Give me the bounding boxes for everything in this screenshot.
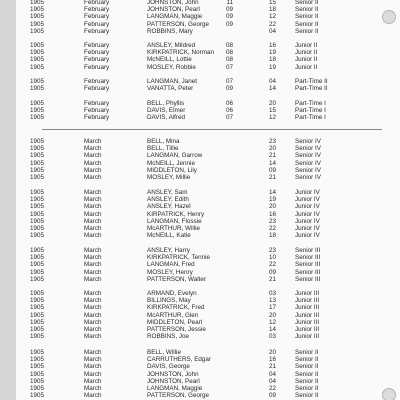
- cell-year: 1905: [30, 297, 45, 305]
- cell-grade: Senior IV: [295, 174, 321, 181]
- cell-grade: Junior II: [295, 42, 318, 49]
- cell-grade: Senior II: [295, 392, 319, 400]
- cell-name: BELL, Willie: [147, 349, 181, 356]
- cell-b: 21: [268, 174, 276, 181]
- cell-month: March: [84, 385, 102, 392]
- cell-month: March: [84, 392, 102, 400]
- cell-year: 1905: [30, 174, 45, 181]
- cell-name: PATTERSON, George: [147, 392, 210, 400]
- cell-b: 04: [268, 370, 276, 378]
- cell-year: 1905: [30, 152, 45, 160]
- cell-month: March: [84, 370, 102, 378]
- cell-name: ROBBINS, Mary: [147, 27, 193, 35]
- cell-grade: Senior III: [295, 268, 321, 276]
- cell-year: 1905: [30, 78, 45, 85]
- cell-grade: Junior IV: [295, 225, 320, 232]
- cell-month: February: [84, 85, 110, 93]
- cell-b: 04: [268, 27, 276, 35]
- cell-year: 1905: [30, 100, 45, 107]
- cell-month: March: [84, 210, 102, 218]
- table-row: [16, 100, 400, 107]
- cell-year: 1905: [30, 210, 45, 218]
- cell-month: March: [84, 247, 102, 254]
- cell-name: MIDDLETON, Lily: [147, 166, 197, 174]
- cell-name: KIRKPATRICK, Norman: [147, 49, 214, 57]
- cell-month: March: [84, 290, 102, 297]
- cell-year: 1905: [30, 6, 45, 14]
- cell-a: 07: [225, 63, 233, 71]
- cell-year: 1905: [30, 159, 45, 167]
- cell-b: 15: [268, 0, 276, 6]
- cell-grade: Part-Time II: [295, 85, 328, 93]
- cell-name: LANGMAN, Garrow: [147, 152, 203, 160]
- cell-a: 11: [226, 0, 233, 6]
- cell-name: KIRKPATRICK, Fred: [147, 304, 205, 312]
- cell-b: 18: [268, 56, 276, 64]
- cell-b: 20: [268, 100, 276, 107]
- cell-year: 1905: [30, 203, 45, 211]
- cell-month: February: [84, 42, 110, 49]
- cell-grade: Part-Time I: [295, 114, 326, 122]
- cell-month: February: [84, 107, 110, 115]
- table-row: [16, 276, 400, 283]
- cell-grade: Junior IV: [295, 210, 320, 218]
- cell-month: March: [84, 217, 102, 225]
- cell-b: 04: [268, 377, 276, 385]
- cell-grade: Senior IV: [295, 152, 321, 160]
- cell-b: 09: [268, 166, 276, 174]
- table-row: [16, 211, 400, 218]
- cell-b: 12: [268, 13, 276, 21]
- cell-name: LANGMAN, Maggie: [147, 385, 203, 392]
- cell-grade: Junior III: [295, 304, 320, 312]
- cell-month: March: [84, 318, 102, 326]
- cell-b: 20: [268, 145, 276, 153]
- cell-name: KIRPATRICK, Henry: [147, 210, 205, 218]
- cell-b: 12: [268, 318, 276, 326]
- cell-b: 18: [268, 232, 276, 240]
- cell-name: PATTERSON, Walter: [147, 275, 207, 283]
- cell-b: 22: [268, 225, 276, 232]
- table-row: [16, 203, 400, 210]
- cell-month: March: [84, 138, 102, 145]
- cell-grade: Junior II: [295, 49, 318, 57]
- cell-name: LANGMAN, Flossie: [147, 217, 202, 225]
- cell-grade: Senior II: [295, 356, 319, 364]
- cell-grade: Senior IV: [295, 166, 321, 174]
- table-row: [16, 49, 400, 56]
- table-row: [16, 225, 400, 232]
- cell-name: MOSLEY, Millie: [147, 174, 191, 181]
- table-row: [16, 167, 400, 174]
- cell-grade: Junior III: [295, 333, 320, 341]
- cell-month: February: [84, 49, 110, 57]
- table-row: [16, 254, 400, 261]
- table-row: [16, 371, 400, 378]
- cell-grade: Part-Time I: [295, 100, 326, 107]
- table-row: [16, 319, 400, 326]
- cell-month: March: [84, 304, 102, 312]
- cell-month: March: [84, 297, 102, 305]
- table-row: [16, 107, 400, 114]
- cell-b: 23: [268, 138, 276, 145]
- table-row: [16, 349, 400, 356]
- cell-month: March: [84, 326, 102, 333]
- table-row: [16, 114, 400, 121]
- cell-name: BILLINGS, May: [147, 297, 191, 305]
- table-row: [16, 290, 400, 297]
- cell-month: March: [84, 275, 102, 283]
- cell-name: McNEILL, Lottie: [147, 56, 192, 64]
- cell-b: 13: [268, 297, 276, 305]
- cell-name: ANSLEY, Edith: [147, 196, 189, 204]
- table-row: [16, 13, 400, 20]
- cell-b: 04: [268, 78, 276, 85]
- cell-name: McNEILL, Katie: [147, 232, 191, 240]
- cell-name: DAVIS, Elmer: [147, 107, 186, 115]
- cell-a: 08: [225, 49, 233, 57]
- cell-grade: Junior IV: [295, 217, 320, 225]
- cell-month: February: [84, 63, 110, 71]
- cell-grade: Part-Time I: [295, 107, 326, 115]
- cell-grade: Junior III: [295, 311, 320, 319]
- cell-year: 1905: [30, 363, 45, 371]
- cell-year: 1905: [30, 261, 45, 269]
- cell-grade: Senior II: [295, 377, 319, 385]
- cell-name: ANSLEY, Harry: [147, 247, 190, 254]
- cell-b: 20: [268, 203, 276, 211]
- cell-grade: Junior II: [295, 56, 318, 64]
- table-row: [16, 333, 400, 340]
- cell-a: 09: [225, 13, 233, 21]
- cell-name: BELL, Tillie: [147, 145, 179, 153]
- table-row: [16, 326, 400, 333]
- cell-month: February: [84, 6, 110, 14]
- cell-grade: Junior IV: [295, 232, 320, 240]
- cell-year: 1905: [30, 254, 45, 262]
- cell-name: BELL, Phyllis: [147, 100, 185, 107]
- cell-month: February: [84, 100, 110, 107]
- cell-grade: Senior III: [295, 261, 321, 269]
- cell-year: 1905: [30, 290, 45, 297]
- cell-name: DAVIS, Alfred: [147, 114, 186, 122]
- cell-grade: Senior III: [295, 247, 321, 254]
- cell-year: 1905: [30, 63, 45, 71]
- cell-month: February: [84, 56, 110, 64]
- cell-month: March: [84, 356, 102, 364]
- cell-year: 1905: [30, 196, 45, 204]
- cell-name: PATTERSON, George: [147, 20, 210, 28]
- cell-name: DAVIS, George: [147, 363, 190, 371]
- cell-month: March: [84, 166, 102, 174]
- cell-grade: Senior II: [295, 0, 319, 6]
- cell-name: McNEILL, Jennie: [147, 159, 195, 167]
- cell-name: PATTERSON, Jessie: [147, 326, 206, 333]
- cell-a: 09: [225, 6, 233, 14]
- cell-month: February: [84, 78, 110, 85]
- cell-b: 14: [268, 326, 276, 333]
- cell-name: JOHNSTON, John: [147, 0, 199, 6]
- cell-name: MOSLEY, Robbie: [147, 63, 196, 71]
- cell-year: 1905: [30, 107, 45, 115]
- cell-month: March: [84, 363, 102, 371]
- cell-grade: Senior II: [295, 349, 319, 356]
- cell-year: 1905: [30, 247, 45, 254]
- cell-month: March: [84, 232, 102, 240]
- cell-month: March: [84, 311, 102, 319]
- cell-b: 21: [268, 275, 276, 283]
- cell-name: KIRKPATRICK, Tennie: [147, 254, 210, 262]
- cell-b: 22: [268, 261, 276, 269]
- cell-month: February: [84, 13, 110, 21]
- cell-year: 1905: [30, 304, 45, 312]
- cell-b: 21: [268, 363, 276, 371]
- cell-grade: Senior II: [295, 370, 319, 378]
- table-row: [16, 160, 400, 167]
- cell-name: VANATTA, Peter: [147, 85, 194, 93]
- cell-month: March: [84, 152, 102, 160]
- cell-month: February: [84, 0, 110, 6]
- cell-year: 1905: [30, 268, 45, 276]
- table-row: [16, 356, 400, 363]
- cell-a: 06: [225, 107, 233, 115]
- cell-year: 1905: [30, 49, 45, 57]
- table-row: [16, 378, 400, 385]
- cell-year: 1905: [30, 166, 45, 174]
- cell-name: LANGMAN, Fred: [147, 261, 195, 269]
- cell-b: 15: [268, 107, 276, 115]
- table-row: [16, 174, 400, 181]
- cell-grade: Senior IV: [295, 145, 321, 153]
- cell-month: March: [84, 196, 102, 204]
- table-row: [16, 392, 400, 399]
- cell-name: MOSLEY, Henry: [147, 268, 193, 276]
- cell-year: 1905: [30, 0, 45, 6]
- cell-grade: Junior IV: [295, 196, 320, 204]
- cell-name: LANGMAN, Janet: [147, 78, 198, 85]
- table-row: [16, 78, 400, 85]
- cell-name: ANSLEY, Mildred: [147, 42, 196, 49]
- cell-b: 20: [268, 349, 276, 356]
- cell-b: 03: [268, 290, 276, 297]
- cell-b: 14: [268, 85, 276, 93]
- cell-month: March: [84, 159, 102, 167]
- cell-b: 09: [268, 268, 276, 276]
- cell-grade: Junior III: [295, 318, 320, 326]
- cell-year: 1905: [30, 114, 45, 122]
- cell-grade: Senior II: [295, 13, 319, 21]
- cell-name: ANSLEY, Sam: [147, 189, 188, 196]
- cell-year: 1905: [30, 333, 45, 341]
- table-row: [16, 232, 400, 239]
- cell-year: 1905: [30, 56, 45, 64]
- cell-grade: Senior III: [295, 275, 321, 283]
- cell-name: ARMAND, Evelyn: [147, 290, 197, 297]
- cell-year: 1905: [30, 145, 45, 153]
- cell-b: 19: [268, 63, 276, 71]
- cell-b: 22: [268, 20, 276, 28]
- cell-name: CARRUTHERS, Edgar: [147, 356, 212, 364]
- cell-grade: Senior II: [295, 363, 319, 371]
- cell-month: March: [84, 145, 102, 153]
- table-row: [16, 218, 400, 225]
- cell-month: March: [84, 268, 102, 276]
- cell-year: 1905: [30, 42, 45, 49]
- cell-b: 03: [268, 333, 276, 341]
- cell-month: March: [84, 333, 102, 341]
- cell-a: 06: [225, 100, 233, 107]
- cell-grade: Junior IV: [295, 203, 320, 211]
- table-row: [16, 363, 400, 370]
- table-row: [16, 152, 400, 159]
- cell-year: 1905: [30, 232, 45, 240]
- cell-b: 16: [268, 210, 276, 218]
- cell-year: 1905: [30, 377, 45, 385]
- cell-b: 10: [268, 254, 276, 262]
- table-row: [16, 138, 400, 145]
- cell-name: ANSLEY, Hazel: [147, 203, 191, 211]
- table-row: [16, 0, 400, 6]
- cell-year: 1905: [30, 13, 45, 21]
- cell-a: 08: [225, 56, 233, 64]
- cell-month: March: [84, 349, 102, 356]
- cell-name: JOHNSTON, Pearl: [147, 377, 200, 385]
- cell-year: 1905: [30, 385, 45, 392]
- table-row: [16, 385, 400, 392]
- cell-b: 20: [268, 311, 276, 319]
- cell-year: 1905: [30, 275, 45, 283]
- cell-grade: Senior II: [295, 20, 319, 28]
- table-row: [16, 64, 400, 71]
- table-row: [16, 189, 400, 196]
- cell-name: LANGMAN, Maggie: [147, 13, 203, 21]
- table-row: [16, 261, 400, 268]
- cell-a: 09: [225, 85, 233, 93]
- table-row: [16, 42, 400, 49]
- cell-name: MIDDLETON, Pearl: [147, 318, 203, 326]
- document-page: [16, 0, 400, 400]
- cell-grade: Junior III: [295, 290, 320, 297]
- table-row: [16, 145, 400, 152]
- cell-grade: Senior IV: [295, 138, 321, 145]
- table-row: [16, 269, 400, 276]
- cell-grade: Senior III: [295, 254, 321, 262]
- cell-grade: Junior II: [295, 63, 318, 71]
- cell-month: February: [84, 27, 110, 35]
- cell-b: 22: [268, 385, 276, 392]
- cell-year: 1905: [30, 217, 45, 225]
- cell-month: February: [84, 114, 110, 122]
- cell-year: 1905: [30, 326, 45, 333]
- table-row: [16, 21, 400, 28]
- cell-b: 16: [268, 356, 276, 364]
- cell-b: 14: [268, 189, 276, 196]
- cell-year: 1905: [30, 27, 45, 35]
- cell-year: 1905: [30, 225, 45, 232]
- section-divider: [42, 129, 382, 130]
- cell-b: 23: [268, 247, 276, 254]
- cell-year: 1905: [30, 356, 45, 364]
- cell-a: 07: [225, 114, 233, 122]
- table-row: [16, 247, 400, 254]
- cell-month: March: [84, 377, 102, 385]
- cell-b: 18: [268, 6, 276, 14]
- cell-month: March: [84, 189, 102, 196]
- cell-b: 19: [268, 196, 276, 204]
- table-row: [16, 6, 400, 13]
- cell-b: 17: [268, 304, 276, 312]
- cell-year: 1905: [30, 392, 45, 400]
- cell-name: BELL, Mina: [147, 138, 180, 145]
- cell-year: 1905: [30, 318, 45, 326]
- table-row: [16, 297, 400, 304]
- cell-year: 1905: [30, 370, 45, 378]
- cell-name: ROBBINS, Joe: [147, 333, 189, 341]
- cell-grade: Senior II: [295, 385, 319, 392]
- cell-name: JOHNSTON, Pearl: [147, 6, 200, 14]
- table-row: [16, 28, 400, 35]
- cell-grade: Part-Time II: [295, 78, 328, 85]
- cell-b: 14: [268, 159, 276, 167]
- cell-year: 1905: [30, 20, 45, 28]
- table-row: [16, 312, 400, 319]
- cell-name: McARTHUR, Willie: [147, 225, 201, 232]
- cell-year: 1905: [30, 138, 45, 145]
- cell-grade: Junior IV: [295, 189, 320, 196]
- cell-name: JOHNSTON, John: [147, 370, 199, 378]
- cell-year: 1905: [30, 189, 45, 196]
- cell-month: March: [84, 254, 102, 262]
- cell-month: March: [84, 261, 102, 269]
- cell-year: 1905: [30, 85, 45, 93]
- cell-b: 16: [268, 42, 276, 49]
- cell-grade: Junior III: [295, 326, 320, 333]
- table-row: [16, 85, 400, 92]
- cell-month: March: [84, 174, 102, 181]
- cell-name: McARTHUR, Glen: [147, 311, 199, 319]
- cell-b: 12: [268, 114, 276, 122]
- cell-grade: Junior III: [295, 297, 320, 305]
- cell-year: 1905: [30, 311, 45, 319]
- cell-b: 19: [268, 49, 276, 57]
- cell-month: February: [84, 20, 110, 28]
- cell-month: March: [84, 225, 102, 232]
- cell-month: March: [84, 203, 102, 211]
- table-row: [16, 304, 400, 311]
- cell-a: 09: [225, 20, 233, 28]
- table-row: [16, 196, 400, 203]
- cell-grade: Senior II: [295, 6, 319, 14]
- cell-a: 07: [225, 78, 233, 85]
- cell-grade: Senior II: [295, 27, 319, 35]
- cell-b: 21: [268, 152, 276, 160]
- cell-year: 1905: [30, 349, 45, 356]
- cell-b: 09: [268, 392, 276, 400]
- cell-b: 23: [268, 217, 276, 225]
- table-row: [16, 56, 400, 63]
- cell-grade: Senior IV: [295, 159, 321, 167]
- cell-a: 08: [225, 42, 233, 49]
